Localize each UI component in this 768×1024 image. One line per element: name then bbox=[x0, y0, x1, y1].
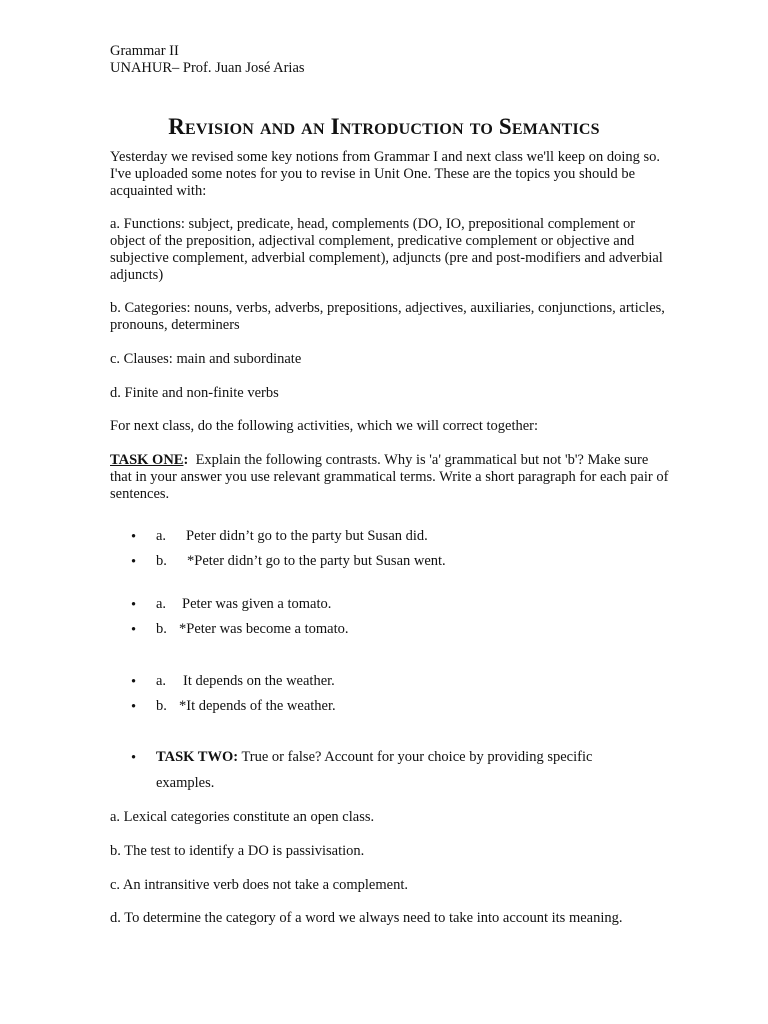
bullet-marker: • bbox=[131, 529, 137, 545]
topic-clauses: c. Clauses: main and subordinate bbox=[110, 351, 302, 367]
intro-paragraph: Yesterday we revised some key notions from Grammar I and next class we'll keep on doing so. I've uploaded some notes for you to revise in Unit One. These are the topics you should be acquainted with: bbox=[110, 149, 661, 199]
statement-d: d. To determine the category of a word we always need to take into account its meaning. bbox=[110, 910, 623, 926]
statement-c: c. An intransitive verb does not take a complement. bbox=[110, 877, 408, 893]
pair3-b-letter: b. bbox=[156, 698, 167, 714]
bullet-marker: • bbox=[131, 554, 137, 570]
topic-categories: b. Categories: nouns, verbs, adverbs, prepositions, adjectives, auxiliaries, conjunctions, articles, pronouns, determiners bbox=[110, 300, 665, 333]
task-two-label: TASK TWO: bbox=[156, 749, 239, 765]
pair2-a-letter: a. bbox=[156, 596, 167, 612]
topic-verbs: d. Finite and non-finite verbs bbox=[110, 385, 279, 401]
pair1-b-letter: b. bbox=[156, 553, 167, 569]
task-one-label: TASK ONE bbox=[110, 452, 184, 468]
pair1-a-sentence: Peter didn’t go to the party but Susan did. bbox=[186, 528, 428, 544]
pair2-b-letter: b. bbox=[156, 621, 167, 637]
pair2-b-sentence: *Peter was become a tomato. bbox=[179, 621, 349, 637]
statement-a: a. Lexical categories constitute an open class. bbox=[110, 809, 375, 825]
pair2-a-sentence: Peter was given a tomato. bbox=[182, 596, 332, 612]
course-name: Grammar II bbox=[110, 43, 179, 59]
statement-b: b. The test to identify a DO is passivisation. bbox=[110, 843, 365, 859]
pair1-a-letter: a. bbox=[156, 528, 167, 544]
institution-professor: UNAHUR– Prof. Juan José Arias bbox=[110, 60, 305, 76]
next-class-instruction: For next class, do the following activities, which we will correct together: bbox=[110, 418, 539, 434]
pair1-b-sentence: *Peter didn’t go to the party but Susan went. bbox=[187, 553, 446, 569]
bullet-marker: • bbox=[131, 699, 137, 715]
pair3-a-sentence: It depends on the weather. bbox=[183, 673, 335, 689]
bullet-marker: • bbox=[131, 674, 137, 690]
pair3-a-letter: a. bbox=[156, 673, 167, 689]
bullet-marker: • bbox=[131, 750, 137, 766]
task-one-colon: : bbox=[183, 452, 189, 468]
task-one-text: Explain the following contrasts. Why is 'a' grammatical but not 'b'? Make sure that in your answer you use relevant grammatical terms. Write a short paragraph for each pair of sentences. bbox=[110, 452, 669, 502]
task-two-text-continued: examples. bbox=[156, 775, 215, 791]
bullet-marker: • bbox=[131, 622, 137, 638]
page-title: Revision and an Introduction to Semantics bbox=[168, 114, 600, 140]
topic-functions: a. Functions: subject, predicate, head, complements (DO, IO, prepositional complement or object of the preposition, adjectival complement, predicative complement or objective and subjective complement, adverbial complement), adjuncts (pre and post-modifiers and adverbial adjuncts) bbox=[110, 216, 663, 283]
pair3-b-sentence: *It depends of the weather. bbox=[179, 698, 336, 714]
bullet-marker: • bbox=[131, 597, 137, 613]
task-two-line bbox=[156, 749, 592, 766]
task-two-text: True or false? Account for your choice by providing specific bbox=[241, 749, 593, 765]
task-one-paragraph bbox=[110, 452, 670, 503]
